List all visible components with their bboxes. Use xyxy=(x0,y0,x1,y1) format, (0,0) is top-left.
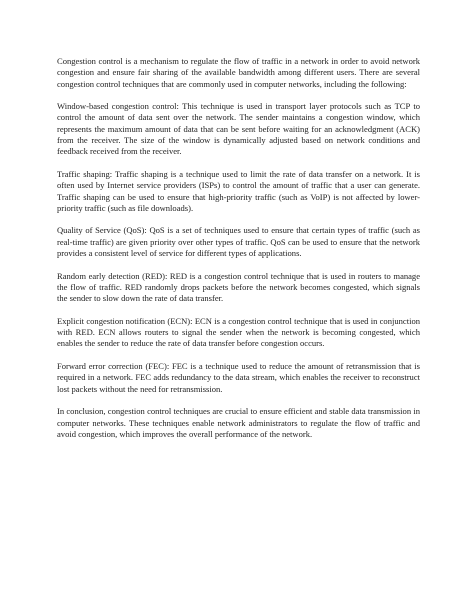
traffic-shaping-paragraph: Traffic shaping: Traffic shaping is a technique used to limit the rate of data transfer on a network. It is often used by Internet service providers (ISPs) to control the amount of traffic that a user can generate. Traffic shaping can be used to ensure that high-priority traffic (such as VoIP) is not affected by lower-priority traffic (such as file downloads). xyxy=(57,168,420,213)
explicit-congestion-notification-paragraph: Explicit congestion notification (ECN): ECN is a congestion control technique that is used in conjunction with RED. ECN allows routers to signal the sender when the network is becoming congested, which enables the sender to reduce the rate of data transfer before congestion occurs. xyxy=(57,315,420,349)
forward-error-correction-paragraph: Forward error correction (FEC): FEC is a technique used to reduce the amount of retransmission that is required in a network. FEC adds redundancy to the data stream, which enables the receiver to reconstruct lost packets without the need for retransmission. xyxy=(57,361,420,394)
document-body xyxy=(57,56,420,451)
random-early-detection-paragraph: Random early detection (RED): RED is a congestion control technique that is used in routers to manage the flow of traffic. RED randomly drops packets before the network becomes congested, which signals the sender to slow down the rate of data transfer. xyxy=(57,270,420,304)
quality-of-service-paragraph: Quality of Service (QoS): QoS is a set of techniques used to ensure that certain types of traffic (such as real-time traffic) are given priority over other types of traffic. QoS can be used to ensure that the network provides a consistent level of service for different types of applications. xyxy=(57,225,420,259)
window-based-congestion-control-paragraph: Window-based congestion control: This technique is used in transport layer protocols such as TCP to control the amount of data sent over the network. The sender maintains a congestion window, which represents the maximum amount of data that can be sent before waiting for an acknowledgment (ACK) from the receiver. The size of the window is dynamically adjusted based on network conditions and feedback received from the receiver. xyxy=(57,101,420,157)
intro-paragraph: Congestion control is a mechanism to regulate the flow of traffic in a network in order to avoid network congestion and ensure fair sharing of the available bandwidth among different users. There are several congestion control techniques that are commonly used in computer networks, including the following: xyxy=(57,56,420,89)
conclusion-paragraph: In conclusion, congestion control techniques are crucial to ensure efficient and stable data transmission in computer networks. These techniques enable network administrators to regulate the flow of traffic and avoid congestion, which improves the overall performance of the network. xyxy=(57,406,420,439)
